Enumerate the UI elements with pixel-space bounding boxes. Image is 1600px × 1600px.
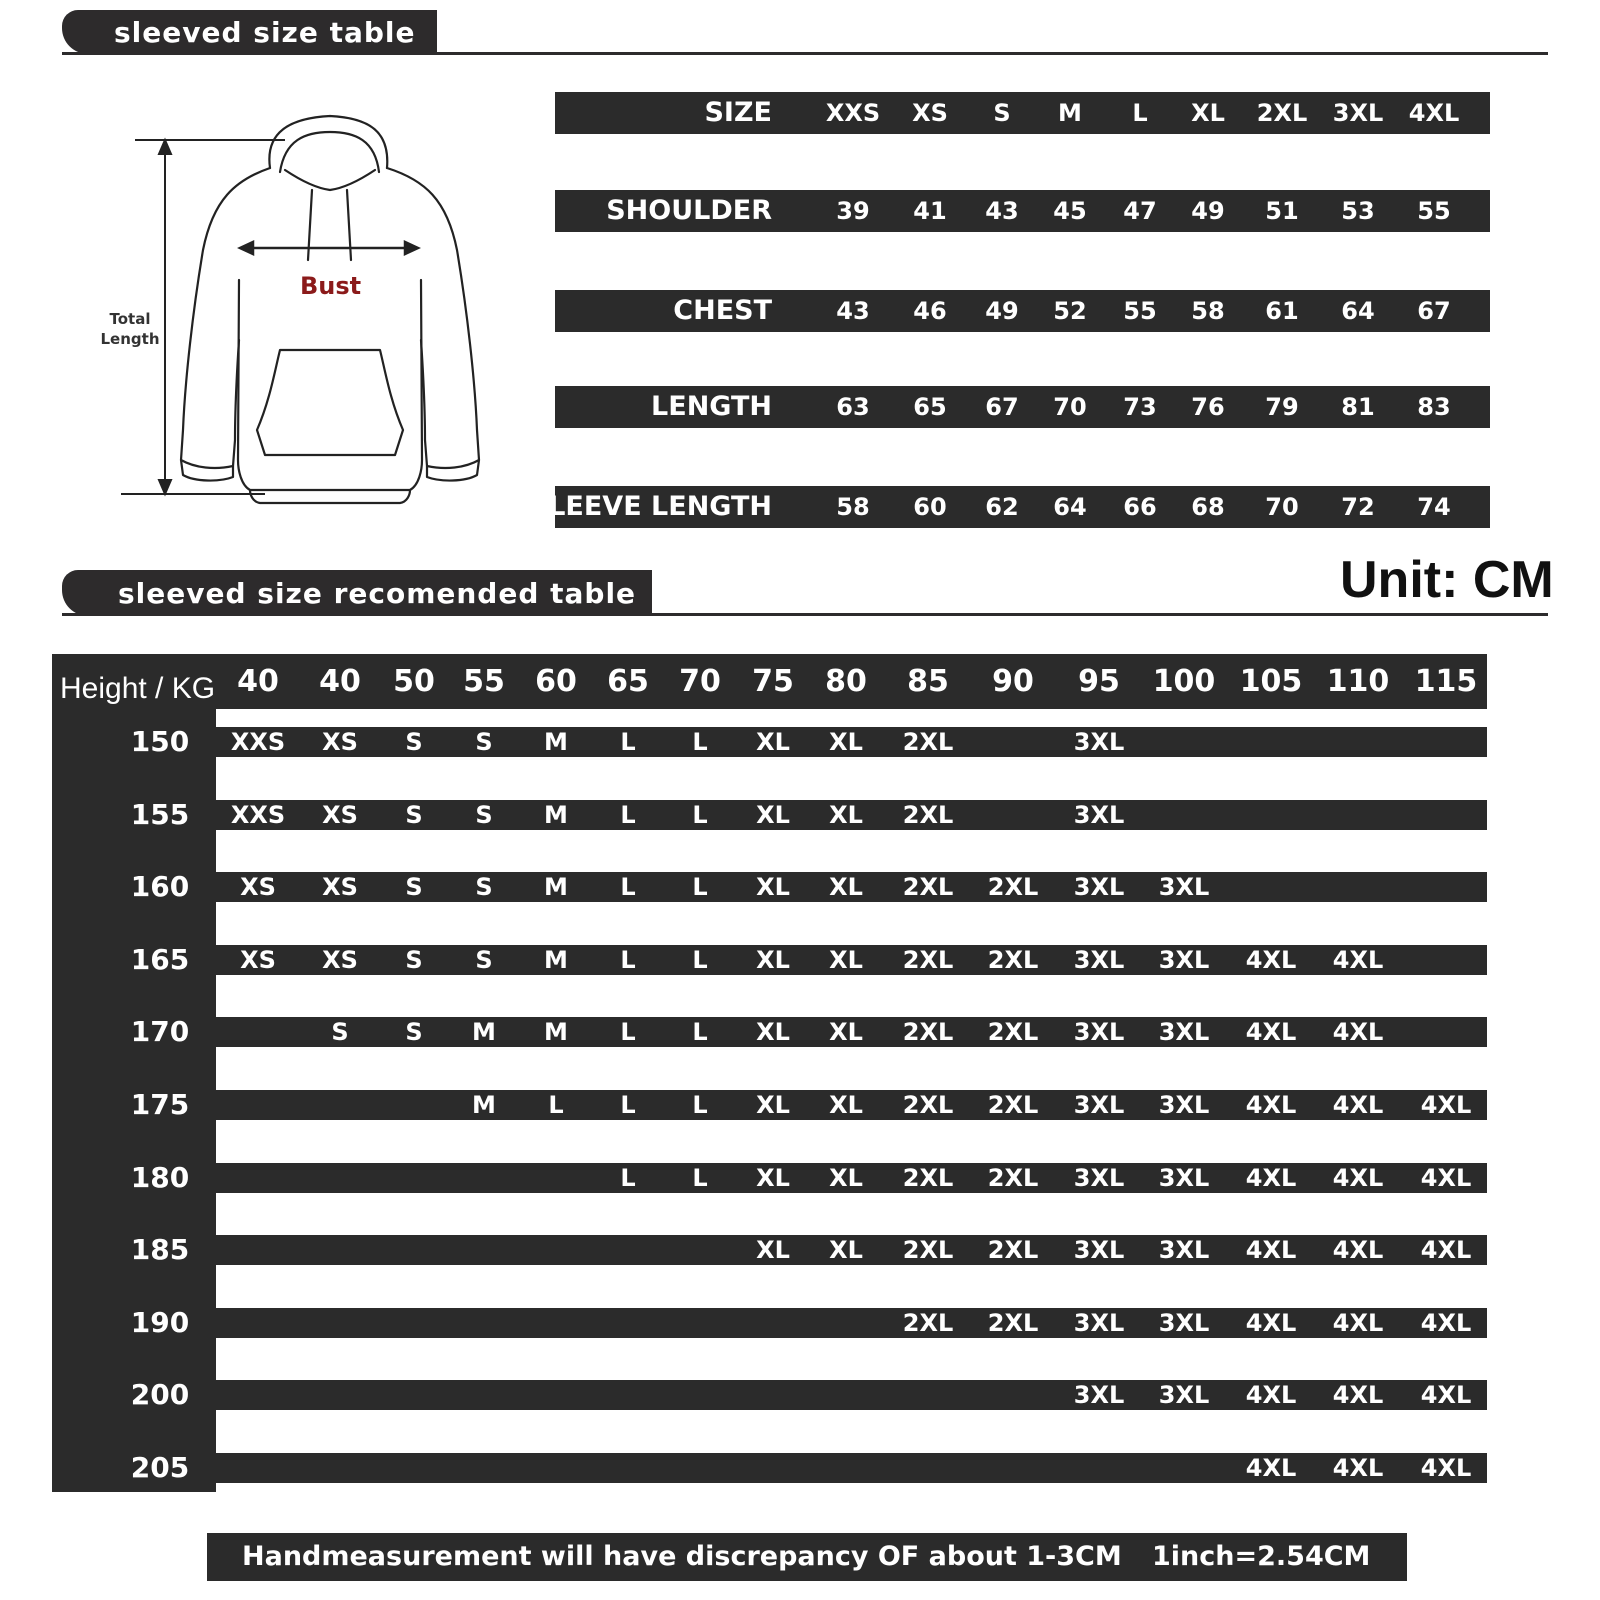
measure-cell: 39 [836, 197, 870, 225]
size-cell [1231, 727, 1311, 757]
size-cell [1318, 800, 1398, 830]
size-cell [660, 1453, 740, 1483]
size-cell: L [620, 728, 636, 756]
weight-header-cell: 85 [907, 664, 949, 699]
recommend-row [216, 945, 1487, 975]
size-cell: 2XL [902, 728, 954, 756]
size-cell: L [620, 801, 636, 829]
size-cell: 2XL [987, 1091, 1039, 1119]
measure-row-label: CHEST [673, 295, 772, 326]
size-cell: M [544, 946, 568, 974]
size-cell: S [475, 873, 493, 901]
size-cell: 3XL [1073, 801, 1125, 829]
size-cell: S [405, 873, 423, 901]
size-cell [806, 1453, 886, 1483]
measure-cell: 46 [913, 297, 947, 325]
size-cell [973, 800, 1053, 830]
size-cell [374, 1453, 454, 1483]
height-cell: 185 [130, 1233, 190, 1266]
size-cell: S [475, 801, 493, 829]
measure-row [555, 290, 1490, 332]
size-cell: L [692, 873, 708, 901]
measure-cell: 45 [1053, 197, 1087, 225]
size-cell [888, 1453, 968, 1483]
measure-cell: 65 [913, 393, 947, 421]
size-cell [300, 1380, 380, 1410]
measure-cell: 64 [1053, 493, 1087, 521]
measure-cell: 4XL [1408, 99, 1460, 127]
weight-header-cell: 90 [992, 664, 1034, 699]
size-cell: 4XL [1420, 1381, 1472, 1409]
size-cell [660, 1235, 740, 1265]
measure-cell: 43 [836, 297, 870, 325]
size-cell [516, 1235, 596, 1265]
size-cell: 4XL [1245, 1018, 1297, 1046]
size-cell: XL [829, 801, 863, 829]
size-cell [444, 1453, 524, 1483]
size-cell: 3XL [1073, 1164, 1125, 1192]
size-cell: XL [756, 873, 790, 901]
size-cell: 2XL [902, 1164, 954, 1192]
measure-cell: 81 [1341, 393, 1375, 421]
size-cell: XXS [230, 801, 286, 829]
weight-header-cell: 115 [1414, 664, 1478, 699]
size-cell [374, 1090, 454, 1120]
height-cell: 175 [130, 1088, 190, 1121]
recommend-row [216, 800, 1487, 830]
size-cell: XL [829, 1164, 863, 1192]
inch-conversion: 1inch=2.54CM [1152, 1541, 1371, 1572]
size-cell [374, 1380, 454, 1410]
size-cell: XL [756, 1091, 790, 1119]
size-cell: 4XL [1245, 1091, 1297, 1119]
size-cell: S [405, 728, 423, 756]
size-cell: XL [829, 1018, 863, 1046]
size-cell [973, 1453, 1053, 1483]
measure-cell: 70 [1265, 493, 1299, 521]
measure-row-label: SHOULDER [606, 195, 772, 226]
size-cell: 3XL [1158, 1236, 1210, 1264]
size-cell [300, 1163, 380, 1193]
size-cell: XS [322, 801, 358, 829]
size-header-row [555, 92, 1490, 134]
size-cell [218, 1017, 298, 1047]
size-cell: 3XL [1073, 946, 1125, 974]
size-cell [1406, 872, 1486, 902]
size-cell: XL [756, 1018, 790, 1046]
height-cell: 155 [130, 798, 190, 831]
size-cell: 2XL [987, 1309, 1039, 1337]
size-cell: L [692, 1091, 708, 1119]
size-cell: 4XL [1332, 1018, 1384, 1046]
height-cell: 165 [130, 943, 190, 976]
height-cell: 205 [130, 1451, 190, 1484]
measure-cell: 73 [1123, 393, 1157, 421]
size-cell [218, 1235, 298, 1265]
size-cell: 4XL [1332, 1236, 1384, 1264]
measure-cell: 67 [1417, 297, 1451, 325]
size-cell: 3XL [1073, 1309, 1125, 1337]
recommended-table-title: sleeved size recomended table [118, 576, 637, 610]
size-cell: 2XL [902, 1309, 954, 1337]
size-cell [1406, 727, 1486, 757]
size-cell [1144, 1453, 1224, 1483]
weight-header-cell: 60 [535, 664, 577, 699]
size-cell: XS [322, 873, 358, 901]
size-cell: XL [829, 946, 863, 974]
size-cell [806, 1308, 886, 1338]
measure-cell: 47 [1123, 197, 1157, 225]
size-cell [588, 1308, 668, 1338]
size-cell: M [544, 728, 568, 756]
size-cell: 4XL [1245, 1309, 1297, 1337]
size-cell [1231, 872, 1311, 902]
measure-cell: 83 [1417, 393, 1451, 421]
size-cell: L [548, 1091, 564, 1119]
weight-header-cell: 80 [825, 664, 867, 699]
weight-header-cell: 40 [237, 664, 279, 699]
measure-cell: 53 [1341, 197, 1375, 225]
size-cell [973, 1380, 1053, 1410]
size-cell [374, 1308, 454, 1338]
measure-cell: 61 [1265, 297, 1299, 325]
size-cell: 4XL [1420, 1454, 1472, 1482]
recommend-row [216, 1308, 1487, 1338]
size-cell: L [620, 1018, 636, 1046]
measure-cell: 72 [1341, 493, 1375, 521]
header-divider [62, 52, 1548, 55]
size-cell: XS [322, 946, 358, 974]
size-cell [218, 1090, 298, 1120]
weight-header-cell: 75 [752, 664, 794, 699]
size-cell: M [544, 1018, 568, 1046]
total-length-label: Total Length [100, 310, 160, 348]
measure-cell: 63 [836, 393, 870, 421]
size-cell: 4XL [1332, 1091, 1384, 1119]
weight-header-cell: 95 [1078, 664, 1120, 699]
size-cell: 2XL [987, 946, 1039, 974]
size-cell: 4XL [1420, 1236, 1472, 1264]
size-cell: XL [829, 873, 863, 901]
measure-cell: 41 [913, 197, 947, 225]
size-cell: 3XL [1073, 728, 1125, 756]
recommend-row [216, 727, 1487, 757]
measure-cell: M [1058, 99, 1082, 127]
measure-cell: XXS [825, 99, 881, 127]
size-cell: XL [756, 946, 790, 974]
size-cell [516, 1380, 596, 1410]
size-cell: 3XL [1073, 1381, 1125, 1409]
measure-cell: 58 [1191, 297, 1225, 325]
size-cell: L [692, 1018, 708, 1046]
unit-label: Unit: CM [1340, 551, 1554, 609]
size-cell: L [692, 728, 708, 756]
height-cell: 150 [130, 725, 190, 758]
size-cell [733, 1453, 813, 1483]
size-cell [1406, 800, 1486, 830]
size-cell [973, 727, 1053, 757]
size-cell: 4XL [1245, 1381, 1297, 1409]
size-cell: 2XL [987, 873, 1039, 901]
size-cell [218, 1453, 298, 1483]
weight-header-cell: 70 [679, 664, 721, 699]
size-cell: M [472, 1091, 496, 1119]
size-cell: 3XL [1158, 946, 1210, 974]
measure-row [528, 486, 1490, 528]
height-cell: 160 [130, 870, 190, 903]
size-cell [1059, 1453, 1139, 1483]
measure-cell: XS [912, 99, 948, 127]
size-cell [300, 1090, 380, 1120]
recommend-row [216, 1163, 1487, 1193]
measure-cell: 60 [913, 493, 947, 521]
size-cell [733, 1380, 813, 1410]
size-cell: S [331, 1018, 349, 1046]
size-cell [733, 1308, 813, 1338]
size-cell: 2XL [902, 873, 954, 901]
size-cell: M [544, 873, 568, 901]
recommend-row [216, 1453, 1487, 1483]
size-cell: 4XL [1245, 946, 1297, 974]
measure-cell: S [993, 99, 1011, 127]
discrepancy-note: Handmeasurement will have discrepancy OF about 1-3CM [242, 1541, 1122, 1572]
measure-cell: 68 [1191, 493, 1225, 521]
measure-row [555, 386, 1490, 428]
size-cell: 4XL [1332, 1164, 1384, 1192]
recommended-divider [62, 613, 1548, 616]
size-cell: XL [756, 1164, 790, 1192]
size-cell [300, 1308, 380, 1338]
size-cell: 3XL [1158, 1309, 1210, 1337]
size-cell [588, 1380, 668, 1410]
measure-cell: 55 [1417, 197, 1451, 225]
measure-row-label: SIZE [704, 97, 772, 128]
size-cell: 2XL [902, 1236, 954, 1264]
size-cell [1406, 945, 1486, 975]
size-cell [218, 1308, 298, 1338]
size-cell: 4XL [1420, 1091, 1472, 1119]
height-cell: 190 [130, 1306, 190, 1339]
measure-cell: 3XL [1332, 99, 1384, 127]
height-cell: 200 [130, 1378, 190, 1411]
measure-cell: 64 [1341, 297, 1375, 325]
size-cell: M [472, 1018, 496, 1046]
weight-header-cell: 40 [319, 664, 361, 699]
measure-cell: 49 [1191, 197, 1225, 225]
size-cell: 4XL [1332, 1309, 1384, 1337]
size-cell: XS [240, 946, 276, 974]
height-cell: 180 [130, 1161, 190, 1194]
weight-header-cell: 105 [1239, 664, 1303, 699]
size-cell: XL [756, 801, 790, 829]
size-cell [1406, 1017, 1486, 1047]
recommended-table-header [62, 570, 652, 616]
size-cell [300, 1235, 380, 1265]
size-cell: L [620, 1091, 636, 1119]
recommend-row [216, 1090, 1487, 1120]
size-cell: L [692, 1164, 708, 1192]
size-cell [1144, 727, 1224, 757]
size-cell [1318, 872, 1398, 902]
size-cell: 3XL [1158, 1381, 1210, 1409]
measure-cell: 43 [985, 197, 1019, 225]
measure-cell: 52 [1053, 297, 1087, 325]
size-cell: XXS [230, 728, 286, 756]
measure-cell: 2XL [1256, 99, 1308, 127]
weight-header-cell: 100 [1152, 664, 1216, 699]
size-cell: 2XL [987, 1018, 1039, 1046]
size-cell: L [692, 801, 708, 829]
size-cell: S [475, 946, 493, 974]
size-cell: 3XL [1073, 1236, 1125, 1264]
size-cell: 3XL [1158, 1018, 1210, 1046]
size-cell: 4XL [1245, 1236, 1297, 1264]
size-cell: 4XL [1332, 1381, 1384, 1409]
measure-cell: L [1132, 99, 1148, 127]
size-cell [660, 1308, 740, 1338]
measure-cell: 66 [1123, 493, 1157, 521]
size-cell [300, 1453, 380, 1483]
size-cell: L [692, 946, 708, 974]
measure-cell: 70 [1053, 393, 1087, 421]
measure-cell: 76 [1191, 393, 1225, 421]
size-cell: M [544, 801, 568, 829]
size-cell [1144, 800, 1224, 830]
size-cell: 2XL [902, 1091, 954, 1119]
measure-cell: 67 [985, 393, 1019, 421]
bust-label: Bust [300, 272, 362, 300]
size-cell: 2XL [902, 946, 954, 974]
size-cell: XL [756, 728, 790, 756]
size-cell [588, 1453, 668, 1483]
measure-cell: 58 [836, 493, 870, 521]
size-cell [444, 1380, 524, 1410]
height-column-band [52, 654, 216, 1492]
size-cell: XL [829, 1236, 863, 1264]
size-cell: 2XL [987, 1236, 1039, 1264]
size-cell [516, 1453, 596, 1483]
size-cell [588, 1235, 668, 1265]
weight-header-cell: 110 [1326, 664, 1390, 699]
size-cell: XL [829, 1091, 863, 1119]
height-kg-label: Height / KG [60, 672, 216, 705]
size-cell: 4XL [1332, 1454, 1384, 1482]
size-cell [888, 1380, 968, 1410]
size-cell: XS [322, 728, 358, 756]
recommend-row [216, 1380, 1487, 1410]
size-cell [444, 1308, 524, 1338]
size-cell: S [405, 1018, 423, 1046]
size-cell: L [620, 1164, 636, 1192]
measure-cell: 55 [1123, 297, 1157, 325]
weight-header-cell: 55 [463, 664, 505, 699]
size-cell: 3XL [1073, 1091, 1125, 1119]
size-cell: 3XL [1073, 1018, 1125, 1046]
size-cell: XL [829, 728, 863, 756]
size-table-title: sleeved size table [114, 15, 416, 49]
weight-header-cell: 50 [393, 664, 435, 699]
size-cell [806, 1380, 886, 1410]
size-cell [516, 1163, 596, 1193]
measure-row [555, 190, 1490, 232]
size-cell [444, 1235, 524, 1265]
measure-cell: 51 [1265, 197, 1299, 225]
recommend-row [216, 1235, 1487, 1265]
size-cell: S [475, 728, 493, 756]
size-cell [374, 1235, 454, 1265]
size-cell: L [620, 946, 636, 974]
size-cell: XL [756, 1236, 790, 1264]
measure-row-label: LENGTH [651, 391, 772, 422]
size-cell [660, 1380, 740, 1410]
measure-cell: 74 [1417, 493, 1451, 521]
size-cell [444, 1163, 524, 1193]
size-cell [1318, 727, 1398, 757]
measure-cell: 62 [985, 493, 1019, 521]
size-table-header [62, 10, 437, 54]
size-cell [1231, 800, 1311, 830]
size-cell: 2XL [902, 801, 954, 829]
measure-cell: 49 [985, 297, 1019, 325]
size-cell [374, 1163, 454, 1193]
measure-row-label: SLEEVE LENGTH [528, 491, 772, 522]
size-cell: 4XL [1420, 1164, 1472, 1192]
recommend-row [216, 872, 1487, 902]
size-cell: 2XL [902, 1018, 954, 1046]
recommend-row [216, 1017, 1487, 1047]
size-cell: 3XL [1073, 873, 1125, 901]
size-cell: 4XL [1245, 1164, 1297, 1192]
size-cell: 4XL [1332, 946, 1384, 974]
footer-band [207, 1533, 1407, 1581]
size-cell: XS [240, 873, 276, 901]
size-cell: 3XL [1158, 873, 1210, 901]
measure-cell: XL [1191, 99, 1225, 127]
size-cell: L [620, 873, 636, 901]
measure-cell: 79 [1265, 393, 1299, 421]
size-cell: 4XL [1245, 1454, 1297, 1482]
size-cell: S [405, 801, 423, 829]
size-cell: 2XL [987, 1164, 1039, 1192]
size-cell: 3XL [1158, 1164, 1210, 1192]
weight-header-cell: 65 [607, 664, 649, 699]
height-cell: 170 [130, 1015, 190, 1048]
size-cell [516, 1308, 596, 1338]
size-cell: 3XL [1158, 1091, 1210, 1119]
size-cell [218, 1380, 298, 1410]
size-cell: S [405, 946, 423, 974]
size-cell [218, 1163, 298, 1193]
size-cell: 4XL [1420, 1309, 1472, 1337]
